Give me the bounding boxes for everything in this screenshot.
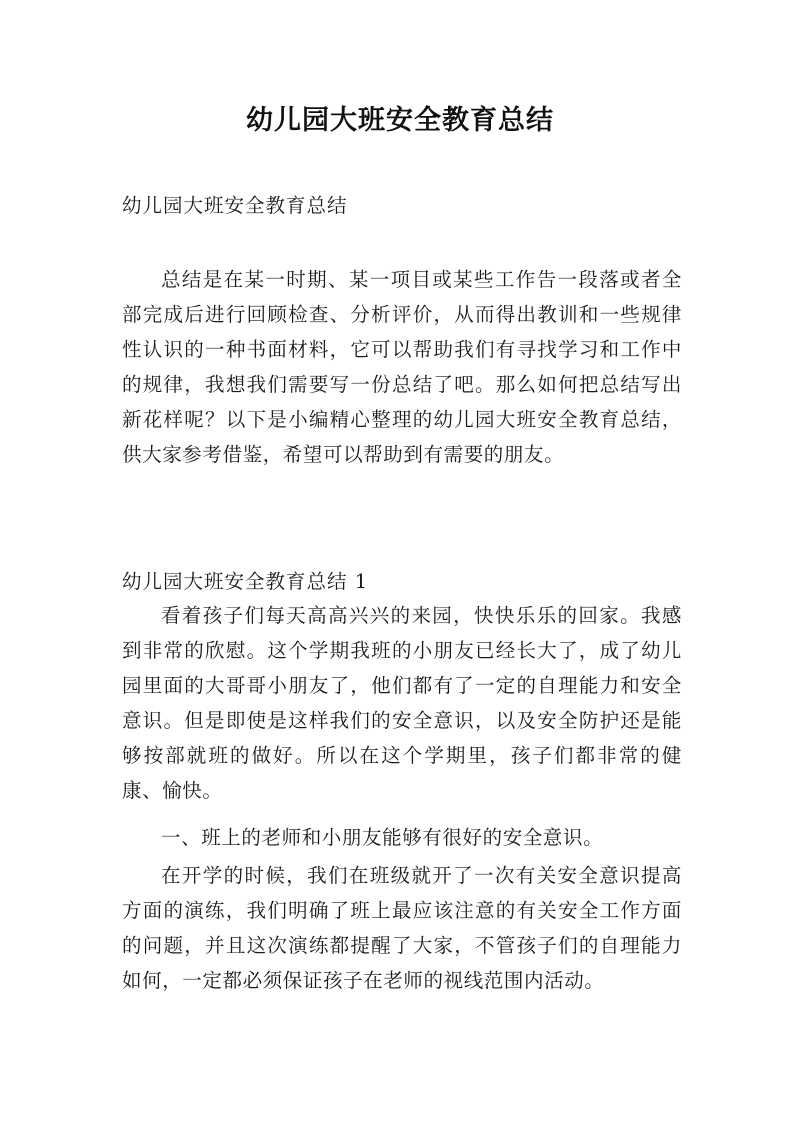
section-paragraph: 看着孩子们每天高高兴兴的来园，快快乐乐的回家。我感到非常的欣慰。这个学期我班的小朋友已经长大了，成了幼儿园里面的大哥哥小朋友了，他们都有了一定的自理能力和安全意识。但是即使是这样我们的安全意识，以及安全防护还是能够按部就班的做好。所以在这个学期里，孩子们都非常的健康、愉快。: [122, 604, 682, 802]
intro-paragraph: 总结是在某一时期、某一项目或某些工作告一段落或者全部完成后进行回顾检查、分析评价，从而得出教训和一些规律性认识的一种书面材料，它可以帮助我们有寻找学习和工作中的规律，我想我们需要写一份总结了吧。那么如何把总结写出新花样呢？以下是小编精心整理的幼儿园大班安全教育总结，供大家参考借鉴，希望可以帮助到有需要的朋友。: [122, 268, 682, 466]
document-subtitle: 幼儿园大班安全教育总结: [122, 194, 348, 217]
section-subheading: 一、班上的老师和小朋友能够有很好的安全意识。: [161, 826, 604, 849]
section-paragraph: 在开学的时候，我们在班级就开了一次有关安全意识提高方面的演练，我们明确了班上最应该注意的有关安全工作方面的问题，并且这次演练都提醒了大家，不管孩子们的自理能力如何，一定都必须保证孩子在老师的视线范围内活动。: [122, 864, 682, 992]
section-heading: 幼儿园大班安全教育总结 1: [122, 570, 369, 593]
document-title: 幼儿园大班安全教育总结: [246, 105, 554, 136]
